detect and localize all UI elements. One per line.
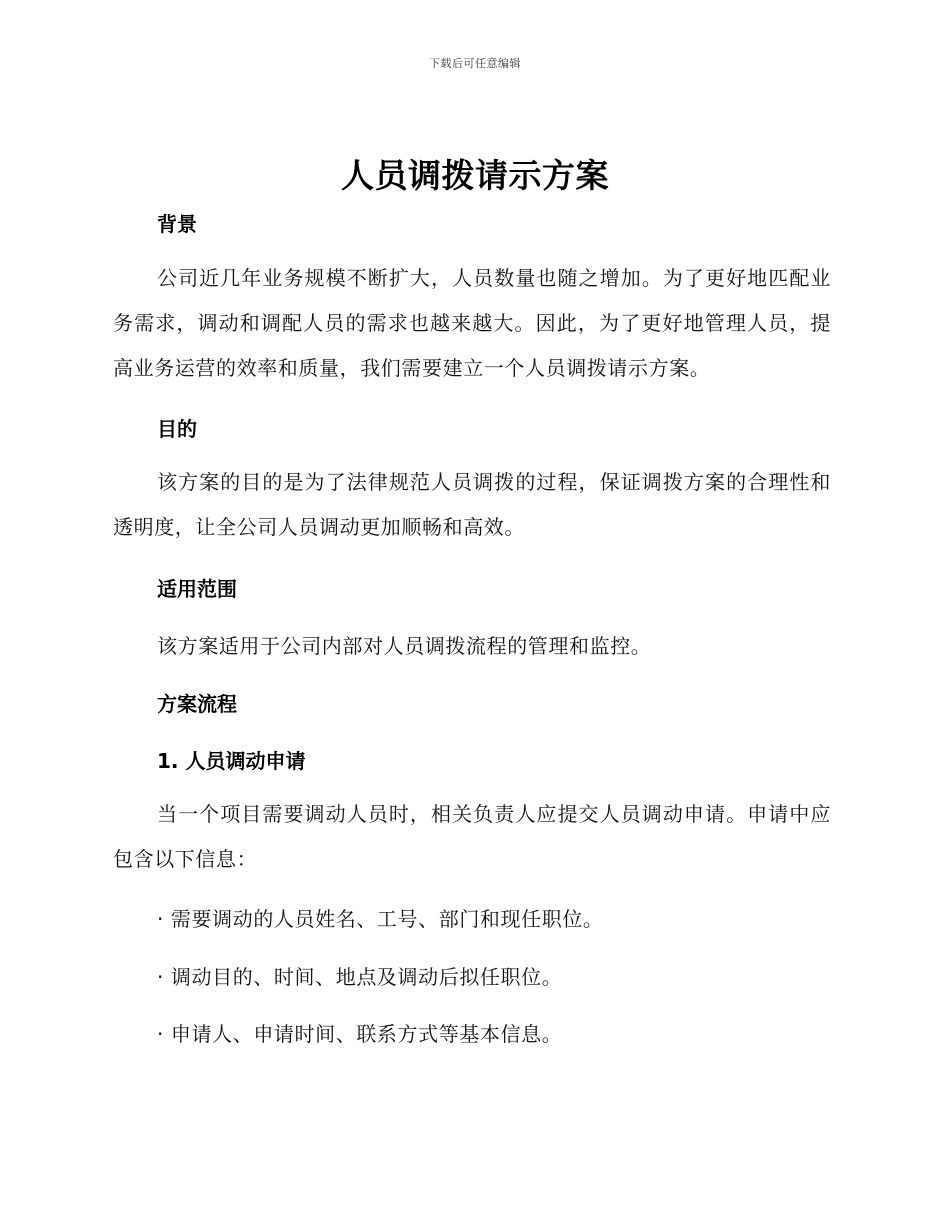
- paragraph-step1: 当一个项目需要调动人员时，相关负责人应提交人员调动申请。申请中应包含以下信息：: [113, 802, 831, 871]
- subsection-heading-step1: 1. 人员调动申请: [157, 749, 306, 773]
- section-heading-background: 背景: [157, 212, 197, 236]
- document-title: 人员调拨请示方案: [341, 156, 609, 195]
- section-heading-scope: 适用范围: [157, 577, 237, 601]
- paragraph-scope: 该方案适用于公司内部对人员调拨流程的管理和监控。: [157, 634, 652, 658]
- header-note: 下载后可任意编辑: [429, 57, 521, 70]
- section-heading-process: 方案流程: [157, 692, 237, 716]
- paragraph-background: 公司近几年业务规模不断扩大，人员数量也随之增加。为了更好地匹配业务需求，调动和调配人员的需求也越来越大。因此，为了更好地管理人员，提高业务运营的效率和质量，我们需要建立一个人员调拨请示方案。: [113, 266, 831, 380]
- list-item: · 申请人、申请时间、联系方式等基本信息。: [157, 1022, 563, 1046]
- list-item: · 需要调动的人员姓名、工号、部门和现任职位。: [157, 907, 604, 931]
- list-item: · 调动目的、时间、地点及调动后拟任职位。: [157, 965, 563, 989]
- section-heading-purpose: 目的: [157, 417, 197, 441]
- paragraph-purpose: 该方案的目的是为了法律规范人员调拨的过程，保证调拨方案的合理性和透明度，让全公司人员调动更加顺畅和高效。: [113, 470, 831, 539]
